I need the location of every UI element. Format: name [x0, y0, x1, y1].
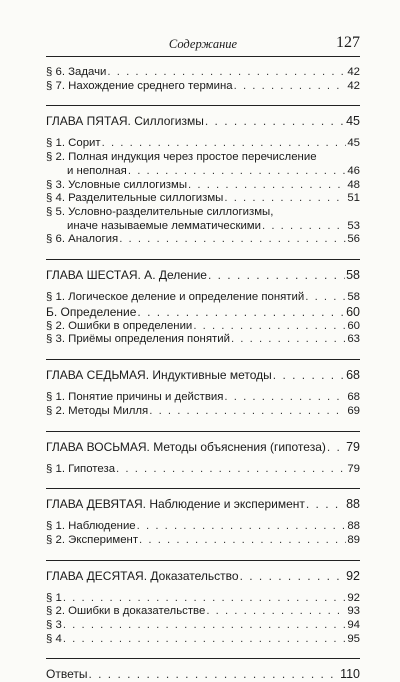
toc-entry-label: § 1. Гипотеза — [46, 462, 116, 475]
table-of-contents — [46, 66, 360, 682]
toc-entry[interactable] — [46, 520, 360, 534]
leader-dots — [102, 137, 347, 151]
toc-entry[interactable] — [46, 192, 360, 206]
toc-chapter[interactable] — [46, 268, 360, 283]
page-header — [46, 35, 360, 55]
toc-entry-page: 56 — [347, 233, 360, 246]
toc-entry[interactable] — [46, 165, 360, 179]
leader-dots — [224, 192, 346, 206]
toc-entry[interactable] — [46, 233, 360, 247]
toc-entry-page: 69 — [347, 404, 360, 417]
toc-chapter-label: ГЛАВА ДЕВЯТАЯ. Наблюдение и эксперимент — [46, 497, 305, 512]
toc-chapter-label: ГЛАВА ПЯТАЯ. Силлогизмы — [46, 114, 204, 129]
toc-entry[interactable] — [46, 320, 360, 334]
leader-dots — [63, 592, 346, 606]
leader-dots — [119, 233, 346, 247]
toc-entry-label: § 7. Нахождение среднего термина — [46, 79, 233, 92]
toc-chapter-label: ГЛАВА ШЕСТАЯ. А. Деление — [46, 268, 207, 283]
header-rule — [46, 56, 360, 57]
leader-dots — [206, 605, 346, 619]
toc-chapter-label: ГЛАВА СЕДЬМАЯ. Индуктивные методы — [46, 368, 272, 383]
toc-entry-page: 63 — [347, 333, 360, 346]
toc-entry[interactable] — [46, 80, 360, 94]
toc-entry[interactable] — [46, 333, 360, 347]
leader-dots — [137, 305, 345, 320]
running-title: Содержание — [168, 37, 238, 51]
toc-entry-page: 45 — [347, 137, 360, 150]
toc-entry-page: 42 — [347, 66, 360, 78]
toc-entry-page: 58 — [347, 291, 360, 304]
toc-chapter-label: Ответы — [46, 667, 88, 682]
toc-entry-label[interactable]: § 2. Полная индукция через простое перечисление — [46, 151, 317, 164]
toc-chapter[interactable] — [46, 440, 360, 455]
toc-entry[interactable] — [46, 220, 360, 234]
toc-entry[interactable] — [46, 405, 360, 419]
toc-chapter[interactable] — [46, 497, 360, 512]
leader-dots — [107, 66, 346, 80]
leader-dots — [63, 633, 346, 647]
leader-dots — [208, 268, 345, 283]
toc-entry[interactable] — [46, 619, 360, 633]
toc-entry-label: § 1. Сорит — [46, 137, 101, 150]
toc-entry-continuation: иначе называемые лемматическими — [67, 219, 262, 232]
leader-dots — [193, 320, 346, 334]
toc-entry-label: § 2. Методы Милля — [46, 404, 149, 417]
toc-chapter-page: 79 — [346, 439, 360, 454]
toc-entry-page: 79 — [347, 462, 360, 475]
toc-entry-label: § 1. Логическое деление и определение понятий — [46, 291, 305, 304]
leader-dots — [327, 440, 345, 455]
toc-chapter[interactable] — [46, 114, 360, 129]
toc-chapter-page: 45 — [346, 114, 360, 129]
toc-entry-page: 46 — [347, 164, 360, 177]
toc-entry[interactable] — [46, 179, 360, 193]
toc-entry-page: 60 — [347, 319, 360, 332]
toc-entry-label: § 2. Ошибки в определении — [46, 319, 193, 332]
toc-chapter-page: 68 — [346, 368, 360, 383]
toc-entry[interactable] — [46, 534, 360, 548]
toc-entry-page: 94 — [347, 619, 360, 632]
toc-chapter-page: 58 — [346, 268, 360, 283]
toc-entry-page: 42 — [347, 79, 360, 92]
toc-subheading[interactable] — [46, 305, 360, 320]
toc-chapter[interactable] — [46, 569, 360, 584]
toc-entry-page: 88 — [347, 520, 360, 533]
toc-entry-label: § 3. Условные силлогизмы — [46, 178, 188, 191]
toc-entry-label: § 6. Аналогия — [46, 233, 119, 246]
toc-entry[interactable] — [46, 592, 360, 606]
toc-entry[interactable] — [46, 633, 360, 647]
toc-chapter-label: ГЛАВА ДЕСЯТАЯ. Доказательство — [46, 568, 239, 583]
toc-chapter[interactable] — [46, 667, 360, 682]
leader-dots — [262, 220, 346, 234]
toc-entry-page: 95 — [347, 632, 360, 645]
leader-dots — [149, 405, 346, 419]
toc-entry[interactable] — [46, 605, 360, 619]
toc-entry-label: § 4. Разделительные силлогизмы — [46, 192, 224, 205]
leader-dots — [306, 497, 345, 512]
toc-entry-label: § 2. Ошибки в доказательстве — [46, 605, 206, 618]
toc-subheading-page: 60 — [346, 304, 360, 319]
toc-entry-page: 92 — [347, 591, 360, 604]
leader-dots — [240, 569, 346, 584]
toc-entry[interactable] — [46, 391, 360, 405]
toc-entry-page: 53 — [347, 219, 360, 232]
toc-entry-label: § 3 — [46, 619, 62, 632]
toc-entry[interactable] — [46, 137, 360, 151]
toc-entry-page: 48 — [347, 178, 360, 191]
leader-dots — [305, 291, 346, 305]
leader-dots — [205, 114, 345, 129]
leader-dots — [224, 391, 346, 405]
leader-dots — [273, 368, 345, 383]
toc-chapter-label: ГЛАВА ВОСЬМАЯ. Методы объяснения (гипотеза) — [46, 439, 326, 454]
toc-entry[interactable] — [46, 291, 360, 305]
toc-entry-label: § 2. Эксперимент — [46, 533, 139, 546]
toc-entry-label: § 1. Понятие причины и действия — [46, 391, 224, 404]
toc-entry-continuation: и неполная — [67, 164, 127, 177]
toc-entry-label: § 4 — [46, 632, 62, 645]
toc-entry-page: 89 — [347, 533, 360, 546]
leader-dots — [116, 463, 346, 477]
toc-entry-page: 93 — [347, 605, 360, 618]
page-number: 127 — [336, 34, 360, 51]
toc-entry-label: § 1 — [46, 591, 62, 604]
leader-dots — [137, 520, 347, 534]
leader-dots — [188, 179, 346, 193]
toc-entry-label: § 3. Приёмы определения понятий — [46, 333, 230, 346]
leader-dots — [139, 534, 346, 548]
toc-chapter-page: 88 — [346, 497, 360, 512]
leader-dots — [231, 333, 346, 347]
toc-subheading-label: Б. Определение — [46, 304, 137, 319]
toc-entry-page: 51 — [347, 192, 360, 205]
toc-entry[interactable] — [46, 66, 360, 80]
toc-entry-label[interactable]: § 5. Условно-разделительные силлогизмы, — [46, 205, 274, 218]
leader-dots — [63, 619, 346, 633]
toc-chapter[interactable] — [46, 368, 360, 383]
toc-entry[interactable] — [46, 463, 360, 477]
toc-entry-label: § 1. Наблюдение — [46, 520, 136, 533]
toc-entry-label: § 6. Задачи — [46, 66, 107, 78]
leader-dots — [234, 80, 347, 94]
toc-chapter-page: 110 — [340, 667, 360, 682]
toc-chapter-page: 92 — [346, 568, 360, 583]
leader-dots — [88, 667, 339, 682]
toc-entry-page: 68 — [347, 391, 360, 404]
leader-dots — [128, 165, 346, 179]
